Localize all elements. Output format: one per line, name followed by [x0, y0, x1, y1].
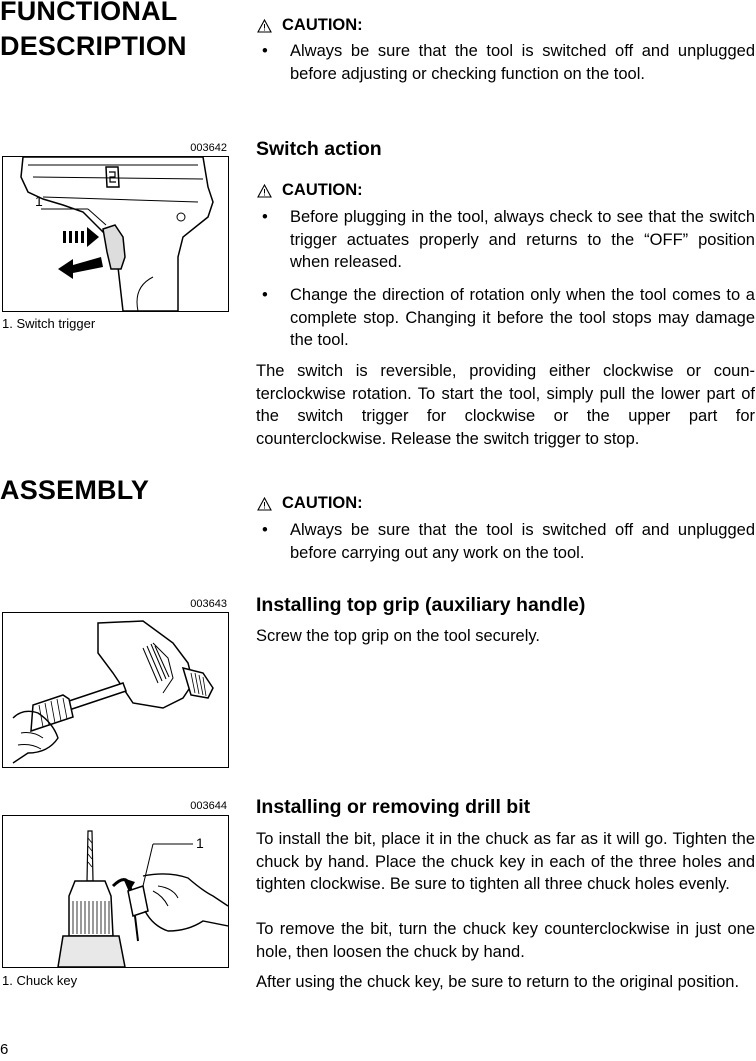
bullet-dot: •: [262, 42, 268, 60]
top-grip-illustration: [3, 613, 228, 767]
figure-caption: 1. Chuck key: [2, 973, 78, 988]
section-title-assembly: ASSEMBLY: [0, 475, 150, 505]
warning-icon: [257, 19, 272, 33]
heading-top-grip: Installing top grip (auxiliary handle): [256, 594, 586, 616]
caution-bullet: [256, 284, 755, 352]
title-line-2: DESCRIPTION: [0, 31, 187, 61]
caution-heading: [256, 181, 363, 200]
caution-bullet: [256, 40, 755, 85]
drill-bit-paragraph-1: To install the bit, place it in the chuck as far as it will go. Tighten the chuck by hand. Place the chuck key in each of the three holes and tighten clockwise. Be sure to tighten all three chuck holes evenly.: [256, 830, 755, 893]
bullet-dot: •: [262, 208, 268, 226]
chuck-key-illustration: [3, 816, 228, 967]
caution-label: CAUTION:: [282, 181, 363, 199]
figure-switch-trigger: [2, 156, 229, 312]
figure-top-grip: [2, 612, 229, 768]
figure-code: 003644: [190, 800, 227, 812]
figure-caption: 1. Switch trigger: [2, 316, 96, 331]
figure-callout-number: 1: [196, 835, 204, 851]
heading-drill-bit: Installing or removing drill bit: [256, 796, 531, 818]
figure-chuck-key: [2, 815, 229, 968]
bullet-text: Always be sure that the tool is switched off and unplugged before carrying out any work on the tool.: [290, 521, 755, 562]
caution-label: CAUTION:: [282, 494, 363, 512]
page-number: 6: [0, 1041, 9, 1058]
section-title-functional: [0, 0, 187, 64]
warning-icon: [257, 497, 272, 511]
bullet-text: Change the direction of rotation only when the tool comes to a complete stop. Changing it before the tool stops may damage the tool.: [290, 286, 755, 349]
top-grip-paragraph: Screw the top grip on the tool securely.: [256, 627, 541, 645]
warning-icon: [257, 184, 272, 198]
drill-bit-paragraph-2: To remove the bit, turn the chuck key counterclockwise in just one hole, then loosen the chuck by hand.: [256, 920, 755, 961]
caution-heading: [256, 494, 363, 513]
caution-heading: [256, 16, 363, 35]
figure-callout-number: 1: [35, 193, 43, 209]
bullet-text: Before plugging in the tool, always check to see that the switch trigger actuates properly and returns to the “OFF” position when released.: [290, 208, 755, 271]
bullet-dot: •: [262, 521, 268, 539]
figure-code: 003643: [190, 598, 227, 610]
title-line-1: FUNCTIONAL: [0, 0, 178, 26]
caution-bullet: [256, 519, 755, 564]
drill-bit-paragraph-3: After using the chuck key, be sure to return to the original position.: [256, 973, 740, 991]
figure-code: 003642: [190, 142, 227, 154]
switch-action-paragraph: The switch is reversible, providing either clockwise or coun-terclockwise rotation. To start the tool, simply pull the lower part of the switch trigger for clockwise or the upper part for counterclockwise. Release the switch trigger to stop.: [256, 362, 755, 448]
caution-label: CAUTION:: [282, 16, 363, 34]
bullet-dot: •: [262, 286, 268, 304]
switch-trigger-illustration: [3, 157, 228, 311]
heading-switch-action: Switch action: [256, 138, 382, 160]
caution-bullet: [256, 206, 755, 274]
bullet-text: Always be sure that the tool is switched off and unplugged before adjusting or checking function on the tool.: [290, 42, 755, 83]
